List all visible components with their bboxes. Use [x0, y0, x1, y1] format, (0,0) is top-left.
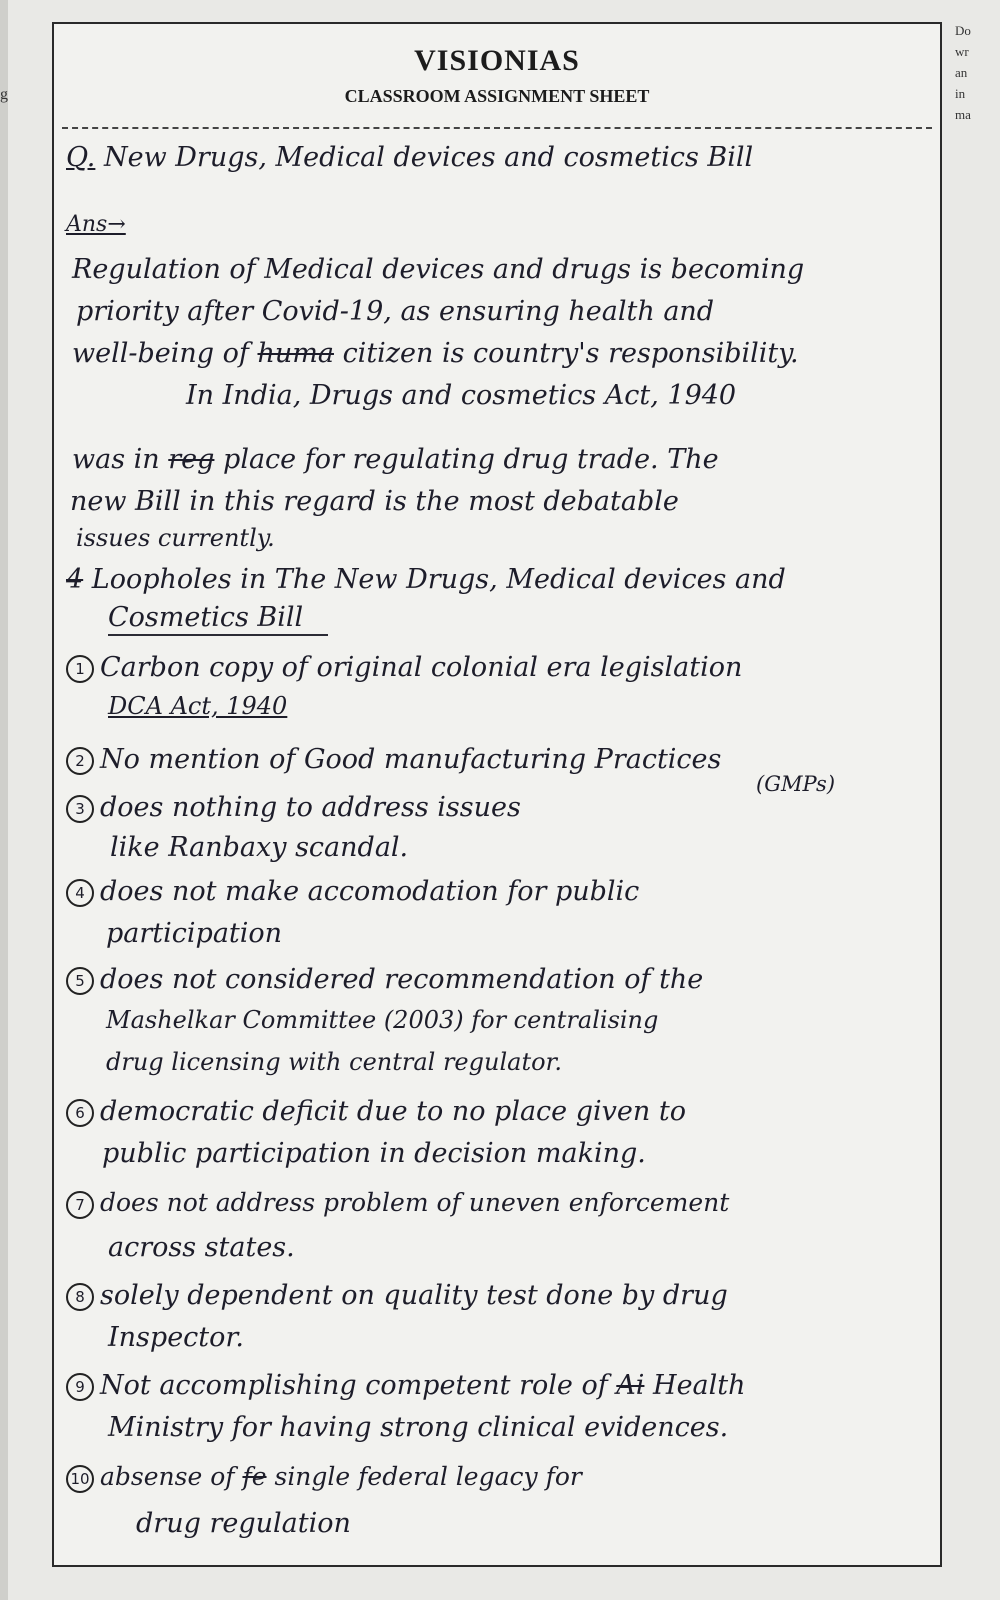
point-item: 5 does not considered recommendation of the — [66, 964, 703, 995]
point-item: 10 absense of fe single federal legacy for — [66, 1462, 582, 1493]
intro-line: issues currently. — [76, 524, 275, 552]
point-number: 2 — [66, 747, 94, 775]
point-number: 4 — [66, 879, 94, 907]
adjacent-page-mark: g — [0, 86, 8, 103]
intro-line: In India, Drugs and cosmetics Act, 1940 — [186, 380, 737, 411]
section-marker: 4 — [66, 564, 84, 595]
struck-word: huma — [257, 338, 334, 369]
point-item-cont: like Ranbaxy scandal. — [110, 832, 409, 863]
assignment-sheet — [52, 22, 942, 1567]
intro-line: Regulation of Medical devices and drugs is becoming — [72, 254, 805, 285]
section-heading-cont: Cosmetics Bill — [108, 602, 304, 633]
point-item: 3 does nothing to address issues — [66, 792, 521, 823]
point-item-cont: public participation in decision making. — [102, 1138, 646, 1169]
point-number: 6 — [66, 1099, 94, 1127]
answer-label: Ans→ — [66, 212, 126, 237]
point-number: 1 — [66, 655, 94, 683]
handwritten-answer — [66, 24, 932, 1565]
point-item-cont: drug regulation — [136, 1508, 351, 1539]
point-item: 6 democratic deficit due to no place given to — [66, 1096, 686, 1127]
point-item-cont: (GMPs) — [756, 772, 836, 796]
point-item: 8 solely dependent on quality test done by drug — [66, 1280, 728, 1311]
point-item-cont: Ministry for having strong clinical evidences. — [108, 1412, 729, 1443]
point-item: 1 Carbon copy of original colonial era legislation — [66, 652, 742, 683]
point-item-cont: Inspector. — [108, 1322, 244, 1353]
point-item: 4 does not make accomodation for public — [66, 876, 639, 907]
adjacent-page-text — [955, 20, 1000, 125]
point-item-cont: drug licensing with central regulator. — [106, 1048, 562, 1076]
adjacent-line: Do — [955, 23, 971, 38]
point-number: 7 — [66, 1191, 94, 1219]
point-number: 8 — [66, 1283, 94, 1311]
point-item: 7 does not address problem of uneven enforcement — [66, 1188, 729, 1219]
intro-line: priority after Covid-19, as ensuring health and — [76, 296, 715, 327]
adjacent-line: ma — [955, 107, 971, 122]
adjacent-line: wr — [955, 44, 969, 59]
brand-title: VISIONIAS — [414, 44, 580, 77]
point-item-cont: DCA Act, 1940 — [108, 692, 288, 720]
point-number: 5 — [66, 967, 94, 995]
intro-line: was in reg place for regulating drug trade. The — [72, 444, 719, 475]
point-number: 3 — [66, 795, 94, 823]
intro-line: well-being of huma citizen is country's responsibility. — [72, 338, 799, 369]
adjacent-line: an — [955, 65, 968, 80]
section-heading: 4 Loopholes in The New Drugs, Medical devices and — [66, 564, 786, 595]
point-number: 9 — [66, 1373, 94, 1401]
point-item: 2 No mention of Good manufacturing Practices — [66, 744, 721, 775]
struck-word: Ai — [616, 1370, 645, 1401]
point-item-cont: Mashelkar Committee (2003) for centralising — [106, 1006, 659, 1034]
sheet-subtitle: CLASSROOM ASSIGNMENT SHEET — [344, 86, 650, 106]
section-underline — [108, 634, 328, 636]
page-left-edge — [0, 0, 8, 1600]
struck-word: reg — [168, 444, 215, 475]
question-line — [66, 142, 753, 173]
intro-line: new Bill in this regard is the most debatable — [70, 486, 679, 517]
point-number: 10 — [66, 1465, 94, 1493]
question-text: New Drugs, Medical devices and cosmetics Bill — [103, 142, 754, 173]
point-item: 9 Not accomplishing competent role of Ai Health — [66, 1370, 746, 1401]
point-item-cont: across states. — [108, 1232, 295, 1263]
struck-word: fe — [242, 1462, 267, 1491]
question-marker: Q. — [66, 142, 96, 173]
adjacent-line: in — [955, 86, 966, 101]
point-item-cont: participation — [106, 918, 283, 949]
